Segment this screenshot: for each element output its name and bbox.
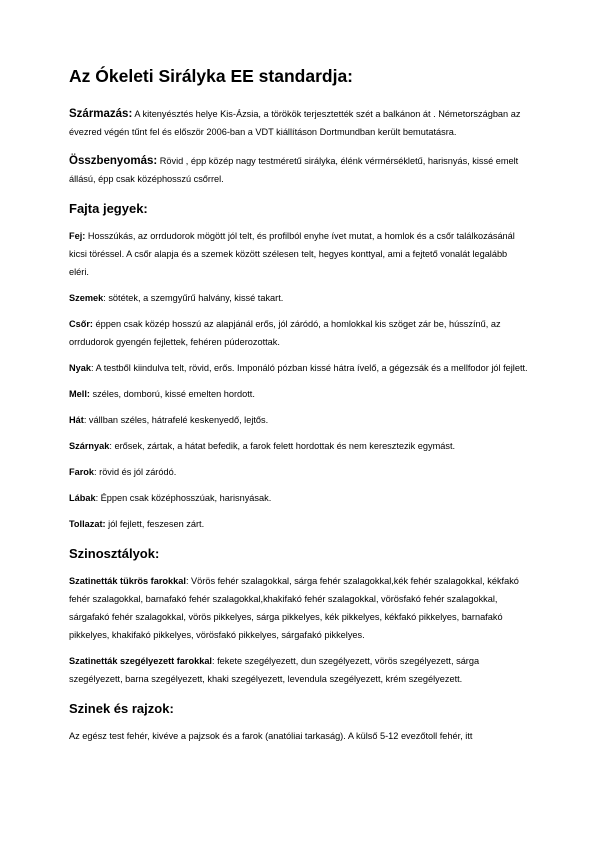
trait-text: : Éppen csak középhosszúak, harisnyásak. (95, 493, 272, 503)
variety-laced-tail (69, 652, 529, 688)
trait-label: Nyak (69, 363, 91, 373)
trait-label: Szárnyak (69, 441, 110, 451)
variety-text: : fekete szegélyezett, dun szegélyezett, vörös szegélyezett, sárga szegélyezett, barna szegélyezett, khaki szegélyezett, levendula szegélyezett, krém szegélyezett. (69, 656, 480, 684)
variety-mirror-tail (69, 572, 529, 644)
document-body (69, 64, 529, 745)
trait-text: Hosszúkás, az orrdudorok mögött jól telt, és profilból enyhe ívet mutat, a homlok és a csőr találkozásánál kicsi töréssel. A csőr alapja és a szemek között szélesen telt, hegyes konttyal, ami a fejtető vonalát legalább eléri. (69, 231, 515, 277)
trait-head (69, 227, 529, 281)
document-title: Az Ókeleti Sirályka EE standardja: (69, 66, 354, 86)
trait-label: Hát (69, 415, 84, 425)
trait-label: Szemek (69, 293, 104, 303)
trait-neck (69, 359, 529, 377)
colors-heading: Szinek és rajzok: (69, 701, 174, 716)
trait-text: éppen csak közép hosszú az alapjánál erős, jól záródó, a homlokkal kis szöget zár be, hússzínű, az orrdudorok gyengén fejlettek, fehéren púderozottak. (69, 319, 501, 347)
variety-text: : Vörös fehér szalagokkal, sárga fehér szalagokkal,kék fehér szalagokkal, kékfakó fehér szalagokkal, barnafakó fehér szalagokkal,khakifakó fehér szalagokkal, vörösfakó fehér szalagokkal, sárgafakó fehér szalagokkal, vörös pikkelyes, sárga pikkelyes, kék pikkelyes, kékfakó pikkelyes, barnafakó pikkelyes, khakifakó pikkelyes, vörösfakó pikkelyes, sárgafakó pikkelyes. (69, 576, 519, 640)
trait-eyes (69, 289, 529, 307)
trait-label: Tollazat: (69, 519, 106, 529)
trait-text: : A testből kiindulva telt, rövid, erős. Imponáló pózban kissé hátra ívelő, a gégezsák és a mellfodor jól fejlett. (90, 363, 528, 373)
trait-text: : sötétek, a szemgyűrű halvány, kissé takart. (103, 293, 284, 303)
trait-text: széles, domború, kissé emelten hordott. (89, 389, 255, 399)
origin-text: A kitenyésztés helye Kis-Ázsia, a törökök terjesztették szét a balkánon át . Németországban az évezred végén tűnt fel és először 2006-ban a VDT kiállításon Dortmundban került bemutatásra. (69, 109, 521, 137)
breed-traits-heading: Fajta jegyek: (69, 201, 148, 216)
trait-plumage (69, 515, 529, 533)
trait-legs (69, 489, 529, 507)
trait-tail (69, 463, 529, 481)
trait-back (69, 411, 529, 429)
variety-label: Szatinetták szegélyezett farokkal (69, 656, 212, 666)
overall-paragraph (69, 152, 529, 188)
trait-text: : erősek, zártak, a hátat befedik, a farok felett hordottak és nem keresztezik egymást. (109, 441, 456, 451)
overall-text: Rövid , épp közép nagy testméretű sirályka, élénk vérmérsékletű, harisnyás, kissé emelt állású, épp csak középhosszú csőrrel. (69, 156, 519, 184)
overall-label: Összbenyomás: (69, 155, 158, 167)
trait-label: Fej: (69, 231, 86, 241)
trait-text: : rövid és jól záródó. (94, 467, 177, 477)
trait-breast (69, 385, 529, 403)
origin-paragraph (69, 105, 529, 141)
trait-text: jól fejlett, feszesen zárt. (105, 519, 205, 529)
trait-wings (69, 437, 529, 455)
variety-label: Szatinetták tükrös farokkal (69, 576, 186, 586)
trait-text: : vállban széles, hátrafelé keskenyedő, lejtős. (83, 415, 269, 425)
trait-beak (69, 315, 529, 351)
colors-paragraph: Az egész test fehér, kivéve a pajzsok és a farok (anatóliai tarkaság). A külső 5-12 evezőtoll fehér, itt (69, 731, 473, 741)
trait-label: Farok (69, 467, 95, 477)
trait-label: Mell: (69, 389, 90, 399)
trait-label: Csőr: (69, 319, 93, 329)
trait-label: Lábak (69, 493, 96, 503)
origin-label: Származás: (69, 108, 133, 120)
varieties-heading: Szinosztályok: (69, 546, 160, 561)
